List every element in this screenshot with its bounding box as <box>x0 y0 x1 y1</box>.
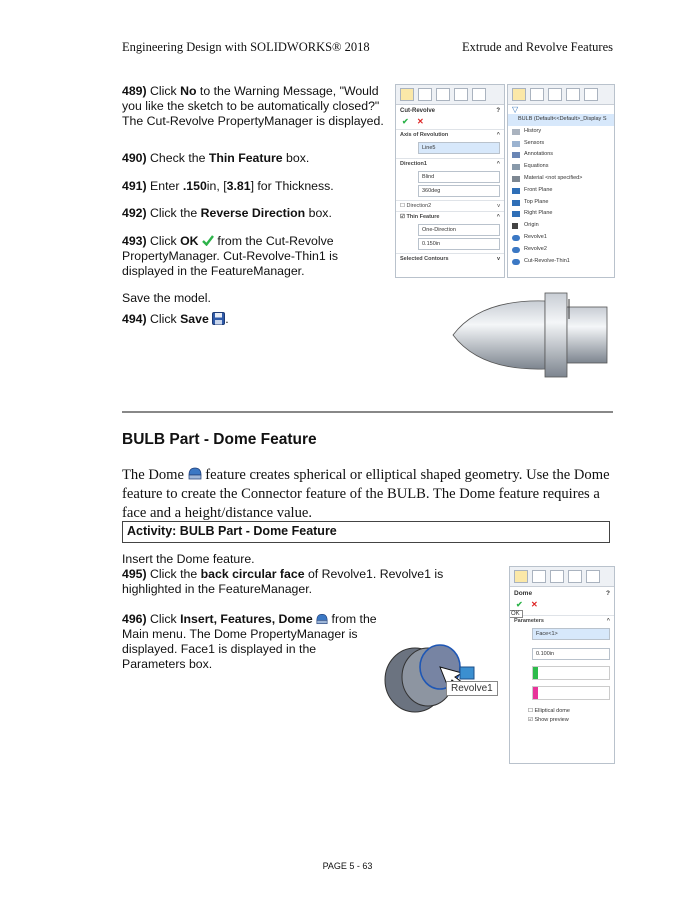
distance-field[interactable]: 0.100in <box>532 648 610 660</box>
tab-display-manager[interactable] <box>472 88 486 101</box>
tree-items <box>508 114 614 267</box>
tree-item-history[interactable]: History <box>508 126 614 138</box>
dome-help-icon[interactable]: ? <box>606 590 610 597</box>
tree-tab-feature-manager[interactable] <box>512 88 526 101</box>
thin-type-select[interactable]: One-Direction <box>418 224 500 236</box>
dome-title-row <box>510 587 614 600</box>
ok-check-icon <box>202 235 214 246</box>
dome-cancel-button[interactable]: ✕ <box>530 600 538 609</box>
tree-item-revolve1[interactable]: Revolve1 <box>508 232 614 244</box>
tree-item-right-plane[interactable]: Right Plane <box>508 208 614 220</box>
green-indicator <box>533 667 538 679</box>
tree-item-top-plane[interactable]: Top Plane <box>508 197 614 209</box>
pink-indicator <box>533 687 538 699</box>
save-icon <box>212 312 225 325</box>
tree-item-annotations[interactable]: Annotations <box>508 149 614 161</box>
tree-tab-property-manager[interactable] <box>530 88 544 101</box>
tab-configuration-manager[interactable] <box>436 88 450 101</box>
feature-manager-tree <box>507 84 615 278</box>
direction2-checkbox[interactable]: ☐ Direction2 v <box>396 200 504 211</box>
tree-tab-dimxpert[interactable] <box>566 88 580 101</box>
tree-item-origin[interactable]: Origin <box>508 220 614 232</box>
dome-ok-button[interactable]: ✔ <box>516 600 523 609</box>
tree-root[interactable]: BULB (Default<<Default>_Display S <box>508 114 614 126</box>
dome-tabs <box>510 567 614 587</box>
panel-tabs <box>396 85 504 105</box>
axis-section[interactable]: Axis of Revolution ^ <box>396 129 504 140</box>
revolve1-graphic <box>380 625 500 725</box>
revolve1-model-image <box>380 625 500 725</box>
tree-item-revolve2[interactable]: Revolve2 <box>508 244 614 256</box>
thin-feature-section[interactable]: ☑ Thin Feature ^ <box>396 211 504 222</box>
dome-title: Dome <box>514 590 533 597</box>
direction1-section[interactable]: Direction1 ^ <box>396 158 504 169</box>
save-model-text: Save the model. <box>122 291 211 305</box>
ok-button[interactable]: ✔ <box>402 117 409 126</box>
cut-revolve-title-row <box>396 105 504 117</box>
dome-tab-property-manager[interactable] <box>532 570 546 583</box>
insert-dome-text: Insert the Dome feature. <box>122 552 255 566</box>
dome-menu-icon <box>316 613 328 625</box>
step-491: 491) Enter .150in, [3.81] for Thickness. <box>122 179 334 193</box>
step-494: 494) Click Save . <box>122 312 229 326</box>
filter-icon[interactable]: ▽ <box>512 105 519 114</box>
tree-item-front-plane[interactable]: Front Plane <box>508 185 614 197</box>
tree-item-material[interactable]: Material <not specified> <box>508 173 614 185</box>
page-number: PAGE 5 - 63 <box>322 861 373 871</box>
activity-box <box>122 521 610 543</box>
tree-item-sensors[interactable]: Sensors <box>508 138 614 150</box>
section-divider <box>122 411 613 413</box>
tree-tab-display-manager[interactable] <box>584 88 598 101</box>
step-495: 495) Click the back circular face of Revolve1. Revolve1 is highlighted in the FeatureManager. <box>122 567 444 596</box>
tree-item-equations[interactable]: Equations <box>508 161 614 173</box>
step-489: 489) Click No to the Warning Message, "Would you like the sketch to be automatically closed?" The Cut-Revolve PropertyManager is displayed. <box>122 84 384 128</box>
dome-tab-dimxpert[interactable] <box>568 570 582 583</box>
tab-feature-manager[interactable] <box>400 88 414 101</box>
header-left: Engineering Design with SOLIDWORKS® 2018 <box>122 40 370 54</box>
tab-property-manager[interactable] <box>418 88 432 101</box>
constraint-field[interactable] <box>532 666 610 680</box>
direction-field[interactable] <box>532 686 610 700</box>
angle-field[interactable]: 360deg <box>418 185 500 197</box>
section-paragraph: The Dome feature creates spherical or elliptical shaped geometry. Use the Dome feature to create the Connector feature of the BULB. The Dome feature requires a face and a height/distance value. <box>122 467 610 521</box>
tree-tab-configuration-manager[interactable] <box>548 88 562 101</box>
tree-item-cut-revolve-thin1[interactable]: Cut-Revolve-Thin1 <box>508 256 614 268</box>
step-496: 496) Click Insert, Features, Dome from the Main menu. The Dome PropertyManager is displayed. Face1 is displayed in the Parameters box. <box>122 612 377 671</box>
help-icon[interactable]: ? <box>496 108 500 114</box>
end-condition-select[interactable]: Blind <box>418 171 500 183</box>
section-title: BULB Part - Dome Feature <box>122 431 317 448</box>
step-492: 492) Click the Reverse Direction box. <box>122 206 332 220</box>
activity-title: Activity: BULB Part - Dome Feature <box>127 524 337 538</box>
dome-icon <box>188 467 202 480</box>
bulb-model-image <box>445 279 620 391</box>
dome-tab-display-manager[interactable] <box>586 570 600 583</box>
cancel-button[interactable]: ✕ <box>416 117 424 126</box>
cut-revolve-title: Cut-Revolve <box>400 108 436 114</box>
cut-revolve-property-manager <box>395 84 505 278</box>
tree-tabs <box>508 85 614 105</box>
selected-contours-section[interactable]: Selected Contours v <box>396 253 504 264</box>
show-preview-checkbox[interactable]: ☑ Show preview <box>528 717 569 723</box>
step-493: 493) Click OK from the Cut-Revolve PropertyManager. Cut-Revolve-Thin1 is displayed in the FeatureManager. <box>122 234 338 278</box>
face-field[interactable]: Face<1> <box>532 628 610 640</box>
thickness-field[interactable]: 0.150in <box>418 238 500 250</box>
dome-tab-feature-manager[interactable] <box>514 570 528 583</box>
header-right: Extrude and Revolve Features <box>462 40 613 54</box>
dome-tab-configuration-manager[interactable] <box>550 570 564 583</box>
dome-property-manager <box>509 566 615 764</box>
revolve1-tooltip: Revolve1 <box>446 681 498 696</box>
parameters-section[interactable]: Parameters ^ <box>510 615 614 626</box>
axis-field[interactable]: Line5 <box>418 142 500 154</box>
ok-tooltip: OK <box>509 610 523 618</box>
step-490: 490) Check the Thin Feature box. <box>122 151 310 165</box>
tab-dimxpert[interactable] <box>454 88 468 101</box>
elliptical-dome-checkbox[interactable]: ☐ Elliptical dome <box>528 708 570 714</box>
